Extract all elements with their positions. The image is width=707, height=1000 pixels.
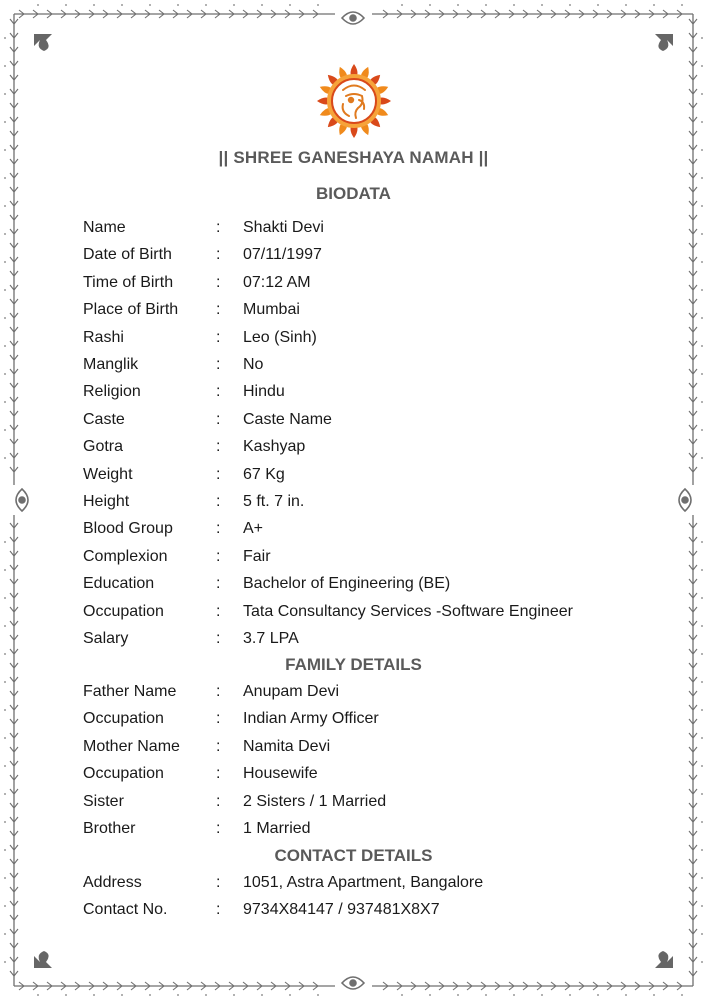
detail-separator: : xyxy=(216,575,221,593)
contact-details-heading: CONTACT DETAILS xyxy=(274,846,433,865)
detail-label: Sister xyxy=(83,792,124,810)
detail-separator: : xyxy=(216,328,221,346)
corner-leaf-icon xyxy=(34,34,52,51)
detail-value: Housewife xyxy=(243,765,318,783)
detail-separator: : xyxy=(216,246,221,264)
detail-separator: : xyxy=(216,683,221,700)
detail-value: Fair xyxy=(243,547,271,565)
family-details-heading: FAMILY DETAILS xyxy=(285,655,422,674)
detail-label: Gotra xyxy=(83,438,124,456)
detail-separator: : xyxy=(216,301,221,319)
detail-value: 1 Married xyxy=(243,820,311,837)
detail-separator: : xyxy=(216,520,221,538)
detail-label: Name xyxy=(83,219,126,236)
detail-label: Height xyxy=(83,493,130,510)
detail-separator: : xyxy=(216,710,221,728)
detail-separator: : xyxy=(216,465,221,483)
detail-label: Father Name xyxy=(83,683,177,700)
detail-separator: : xyxy=(216,737,221,755)
detail-separator: : xyxy=(216,410,221,428)
detail-value: Shakti Devi xyxy=(243,219,324,236)
detail-label: Time of Birth xyxy=(83,273,174,291)
page-title: BIODATA xyxy=(316,184,391,203)
detail-separator: : xyxy=(216,820,221,837)
corner-leaf-icon xyxy=(655,34,673,51)
detail-label: Manglik xyxy=(83,356,139,373)
detail-value: No xyxy=(243,356,264,373)
detail-label: Occupation xyxy=(83,602,164,620)
detail-value: 1051, Astra Apartment, Bangalore xyxy=(243,874,484,891)
detail-value: Anupam Devi xyxy=(243,683,340,700)
detail-value: Namita Devi xyxy=(243,737,331,755)
detail-separator: : xyxy=(216,438,221,456)
detail-label: Brother xyxy=(83,820,136,837)
detail-label: Weight xyxy=(83,465,133,483)
detail-label: Place of Birth xyxy=(83,301,179,319)
ornament-bottom xyxy=(342,977,364,989)
ganesha-mandala-icon xyxy=(313,60,395,142)
ornament-left xyxy=(16,489,28,511)
detail-value: 9734X84147 / 937481X8X7 xyxy=(243,901,440,919)
detail-label: Caste xyxy=(83,410,125,428)
detail-value: A+ xyxy=(243,520,264,538)
detail-value: Hindu xyxy=(243,383,285,401)
detail-label: Rashi xyxy=(83,328,124,346)
detail-value: Mumbai xyxy=(243,301,300,319)
detail-label: Salary xyxy=(83,630,129,647)
detail-separator: : xyxy=(216,901,221,919)
detail-separator: : xyxy=(216,273,221,291)
corner-leaf-icon xyxy=(34,951,52,968)
detail-label: Mother Name xyxy=(83,737,180,755)
detail-label: Blood Group xyxy=(83,520,173,538)
detail-value: 5 ft. 7 in. xyxy=(243,493,305,510)
detail-label: Complexion xyxy=(83,547,168,565)
detail-value: 3.7 LPA xyxy=(243,630,299,647)
detail-value: Tata Consultancy Services -Software Engineer xyxy=(243,602,573,620)
detail-separator: : xyxy=(216,493,221,510)
detail-value: 07/11/1997 xyxy=(243,246,322,264)
detail-separator: : xyxy=(216,765,221,783)
detail-value: 67 Kg xyxy=(243,465,285,483)
detail-value: Caste Name xyxy=(243,410,332,428)
detail-label: Address xyxy=(83,874,142,891)
detail-label: Occupation xyxy=(83,710,164,728)
detail-label: Occupation xyxy=(83,765,164,783)
detail-separator: : xyxy=(216,602,221,620)
corner-leaf-icon xyxy=(655,951,673,968)
detail-separator: : xyxy=(216,874,221,891)
detail-value: Leo (Sinh) xyxy=(243,328,317,346)
detail-value: Bachelor of Engineering (BE) xyxy=(243,575,451,593)
detail-separator: : xyxy=(216,630,221,647)
ornament-top xyxy=(342,12,364,24)
detail-separator: : xyxy=(216,383,221,401)
detail-separator: : xyxy=(216,356,221,373)
detail-label: Contact No. xyxy=(83,901,168,919)
detail-value: Indian Army Officer xyxy=(243,710,379,728)
detail-label: Religion xyxy=(83,383,141,401)
detail-separator: : xyxy=(216,792,221,810)
invocation-heading: || SHREE GANESHAYA NAMAH || xyxy=(218,148,489,167)
detail-value: 2 Sisters / 1 Married xyxy=(243,792,387,810)
detail-label: Education xyxy=(83,575,155,593)
detail-label: Date of Birth xyxy=(83,246,172,264)
detail-separator: : xyxy=(216,219,221,236)
detail-value: 07:12 AM xyxy=(243,273,311,291)
ornament-right xyxy=(679,489,691,511)
detail-separator: : xyxy=(216,547,221,565)
detail-value: Kashyap xyxy=(243,438,306,456)
